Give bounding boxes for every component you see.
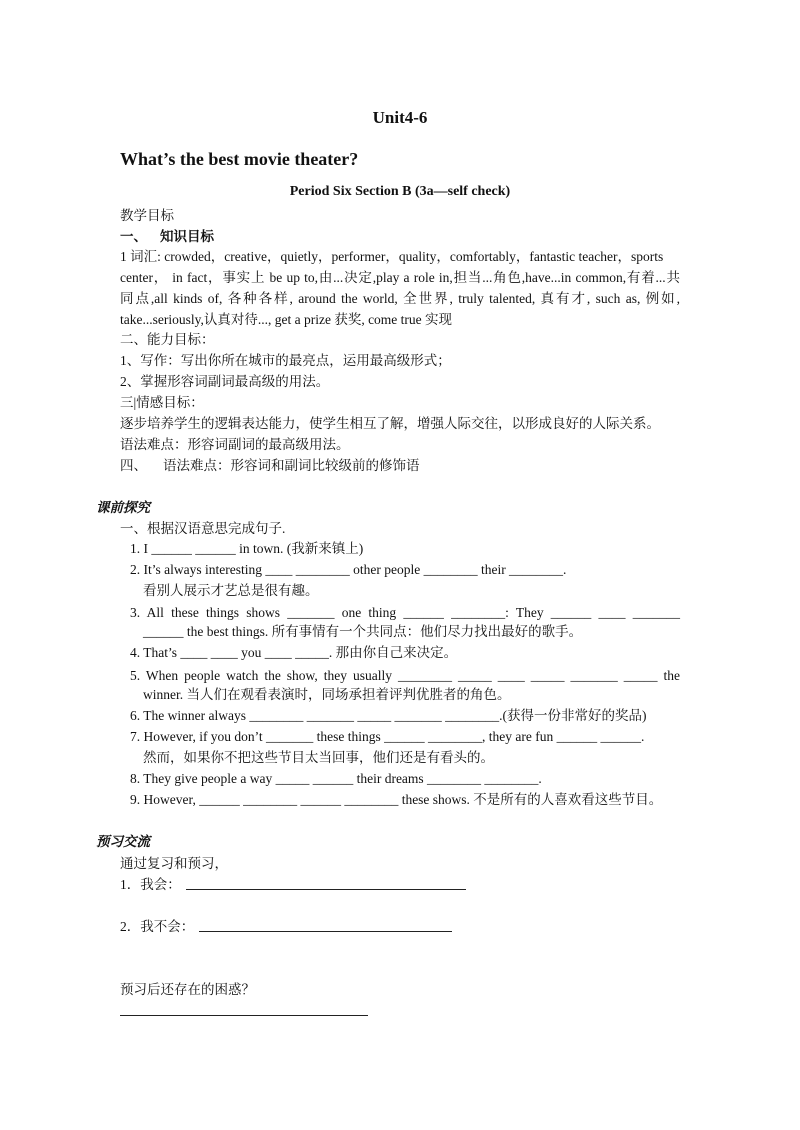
- unit-title: Unit4-6: [372, 108, 428, 127]
- section4-num: 四、: [120, 458, 147, 473]
- lesson-subtitle: What’s the best movie theater?: [120, 149, 359, 169]
- vocab-line: take...seriously,认真对待..., get a prize 获奖, come true 实现: [120, 312, 453, 327]
- exercise-sentence: 2. It’s always interesting ____ ________ other people ________ their ________.: [130, 562, 567, 577]
- vocab-line: 1 词汇: crowded，creative，quietly，performer，quality，comfortably，fantastic teacher，sports: [120, 249, 664, 264]
- preview-heading: 课前探究: [96, 500, 150, 515]
- exercise-sentence: 5. When people watch the show, they usually ________ _____ ____ _____ _______ _____ the: [130, 668, 680, 683]
- exercise-sentence: 9. However, ______ ________ ______ ________ these shows. 不是所有的人喜欢看这些节目。: [130, 792, 663, 807]
- ability-heading: 二、能力目标：: [120, 332, 215, 347]
- exercise-sentence: 6. The winner always ________ _______ _____ _______ ________.(获得一份非常好的奖品): [130, 708, 647, 723]
- cannot-answer-line[interactable]: [199, 931, 452, 932]
- exercise-translation: 看别人展示才艺总是很有趣。: [143, 583, 319, 598]
- cannot-label: 2．我不会：: [120, 919, 195, 934]
- exercise-sentence: 3. All these things shows _______ one thing ______ ________: They ______ ____ _______: [130, 605, 680, 620]
- exchange-heading: 预习交流: [96, 834, 150, 849]
- exercise-sentence: ______ the best things. 所有事情有一个共同点：他们尽力找出最好的歌手。: [143, 624, 583, 639]
- doubts-answer-line[interactable]: [120, 1015, 368, 1016]
- goals-heading: 教学目标: [120, 208, 174, 223]
- ability-item: 2、掌握形容词副词最高级的用法。: [120, 374, 330, 389]
- period-title: Period Six Section B (3a—self check): [289, 184, 511, 199]
- exercise-translation: 然而，如果你不把这些节目太当回事，他们还是有看头的。: [143, 750, 494, 765]
- can-label: 1．我会：: [120, 877, 181, 892]
- exchange-intro: 通过复习和预习，: [120, 856, 228, 871]
- ability-item: 1、写作：写出你所在城市的最亮点，运用最高级形式；: [120, 353, 451, 368]
- exercise-sentence: 1. I ______ ______ in town. (我新来镇上): [130, 541, 364, 556]
- section4-text: 语法难点：形容词和副词比较级前的修饰语: [163, 458, 420, 473]
- vocab-line: center， in fact，事实上 be up to,由...决定,play a role in,担当...角色,have...in common,有着...共: [120, 270, 680, 285]
- emotion-heading: 三|情感目标：: [120, 395, 204, 410]
- doubts-label: 预习后还存在的困惑？: [120, 982, 255, 997]
- knowledge-heading-num: 一、: [120, 229, 147, 244]
- knowledge-heading: 知识目标: [160, 229, 214, 244]
- exercise-sentence: 4. That’s ____ ____ you ____ _____. 那由你自己来决定。: [130, 645, 458, 660]
- emotion-text: 逐步培养学生的逻辑表达能力，使学生相互了解，增强人际交往，以形成良好的人际关系。: [120, 416, 660, 431]
- exercise-translation: winner. 当人们在观看表演时，同场承担着评判优胜者的角色。: [143, 687, 511, 702]
- grammar-difficulty: 语法难点：形容词副词的最高级用法。: [120, 437, 350, 452]
- vocab-line: 同点,all kinds of, 各种各样, around the world, 全世界, truly talented, 真有才, such as, 例如,: [120, 291, 680, 306]
- preview-instruction: 一、根据汉语意思完成句子.: [120, 521, 286, 536]
- exercise-sentence: 7. However, if you don’t _______ these things ______ ________, they are fun ______ ______.: [130, 729, 645, 744]
- exercise-sentence: 8. They give people a way _____ ______ their dreams ________ ________.: [130, 771, 542, 786]
- can-answer-line[interactable]: [186, 889, 466, 890]
